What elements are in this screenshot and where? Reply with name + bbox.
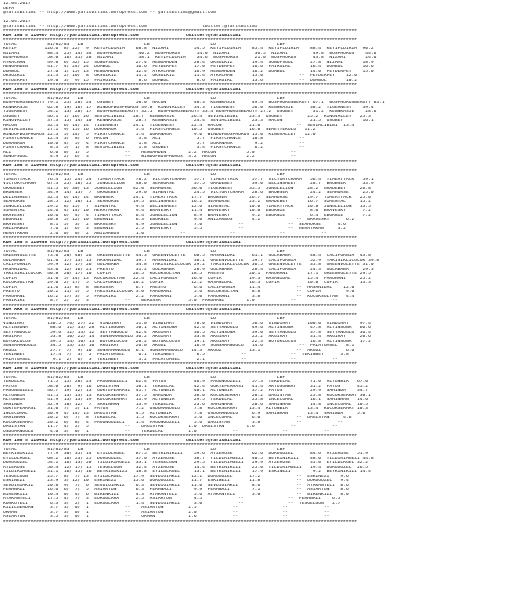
table-row: ESKINEZI 23.9 3/ 12/ 10 ESKINEZI 15.6 DORUGUZEL 11.7 ESKINEZI 11.8 -- DORUGUZEL 9.4 bbox=[3, 479, 349, 483]
table-row: TOTAL 81/82/83 LB LB LD LBF bbox=[3, 447, 286, 452]
table-row: FAHIKIKI 8.7 2/ 2/ 3 -- BERGSSA 5.0 FARUHANI 1.0 -- -- bbox=[3, 299, 338, 303]
table-row: PRESTO 20.2 11/ 5/ 5 YAKISIKLICOCUK 3.0 FARUHANI 5.6 KUCUKSULTAN 8.8 -- COFIA 9.0 bbox=[3, 290, 355, 294]
table-row: SUNSAMANOGLU 34.5 13/ 13/ 10 AKGIRAY 26.0 AKGUZ 16.9 SUNSAMANOGLU 14.6 -- PALATUMSEL 8.1 bbox=[3, 344, 355, 348]
table-row: OKSUZKIZ 21.3 2/ 10/ 8 OKSUZKIZ 11.2 OKSUZKIZ 11.4 AYKACHAN 15.0 -- PEYDERPEY 12.0 bbox=[3, 74, 358, 78]
table-row: AYZEROSE 50.4 12/ 17/ 15 TESGELGUN 32.4 AYZEROSE 14.4 BEYKINIKIZI 25.0 YILDIRIMGEZI 19.4 DORUGUZEL 26.5 bbox=[3, 465, 369, 470]
table-row: KORKUTELI 6.3 3/ 2/ 1 EORGULARA 1.4 SEVDIGIMKIZ 3.0 -- -- TESGELGUN 2.7 bbox=[3, 501, 341, 506]
table-row: KIZILGERDAN 3.7 3/ 0/ 1 -- ASIARTUN 2.5 -- -- -- bbox=[3, 506, 330, 510]
table-row: FARUHANI 16.2 17/ 3/ 5 FAHIKIKI 2.2 FARUHANI 5.0 FARUHANI 3.8 -- KUCUKSULTAN 4.4 bbox=[3, 294, 355, 299]
separator-line: ################################################################################################################################ bbox=[3, 29, 358, 33]
table-row: KENNKASJE 62.8 19/ 16/ 17 WINDOFBOSPHORUS 39.8 KINGVALLEY 34.3 TIGERNEST 56.0 KENNKASJE 38.2 TIGERNEST 39.4 bbox=[3, 105, 374, 110]
header-date: 12.04.2017 bbox=[3, 2, 31, 6]
separator-line: ################################################################################################################################ bbox=[3, 168, 358, 173]
race-title: KUM ING = 110467 http://yarisbilimi.wordpress.com twitter:@YarisBilimi bbox=[3, 33, 241, 38]
table-row: VINDIHAT 130.5 76/ 27/ 22 VINDIHAT 51.0 VINDIHAT 78.0 VINDIHAT 56.6 VINDIHAT 100.0 VINDIHAT 97.4 bbox=[3, 321, 371, 326]
table-row: BRAVESKY 8.1 5/ 3/ 2 BRAVESKY 4.9 JUNGLELION 7.0 -- -- SEAHORSE 4.6 bbox=[3, 222, 346, 227]
table-row: SEVIMLIBIBI 27.1 9/ 15/ 16 DURANAGA 5.4 FIRSTCHANCE 10.5 OSOBEY 16.8 SEMETYEKOLU 11.2 bbox=[3, 128, 316, 132]
race-title: KUM ING = 110450 http://yarisbilimi.wordpress.com twitter:@YarisBilimi bbox=[3, 164, 241, 168]
table-row: TOTAL 81/82/83 LB LB LD LBF bbox=[3, 42, 286, 47]
separator-line: ################################################################################################################################ bbox=[3, 443, 358, 447]
table-row: TEKDELAL 71.5 15/ 28/ 23 PAGONGUZELI 62.4 FATOS 46.9 PAGONGUZELI 57.3 TEKDELAL 71.0 ALTUNBIR 67.0 bbox=[3, 380, 369, 384]
separator-line: ################################################################################################################################ bbox=[3, 38, 358, 42]
table-row: AKGIRAY 53.8 10/ 22/ 14 SUNSAMANOGLU 36.2 AKGIRAY 33.8 AKGIRAY 25.2 AKGIRAY 31.4 AKGIRAY 20.6 bbox=[3, 335, 371, 339]
table-row: PEYDERPEY 19.0 3/ 9/ 15 FAIRGIRL 8.6 DUMBUL 8.6 FAIRGIRL 13.6 -- DUMBUL 10.2 bbox=[3, 78, 358, 83]
race-title: KUM ING = 110458 http://yarisbilimi.wordpress.com twitter:@YarisBilimi bbox=[3, 366, 241, 371]
table-row: DUMBUL 27.6 1/ 15/ 13 HENGAHDEN 12.4 AYKACHAN 16.9 HENGAHDEN 16.2 DUMBUL 14.0 PEYDERPEY 15.0 bbox=[3, 69, 374, 74]
separator-line: ################################################################################################################################ bbox=[3, 519, 358, 524]
separator-line: ################################################################################################################################ bbox=[3, 434, 358, 438]
table-row: TOTAL 81/82/83 LB LB LD LBF bbox=[3, 173, 286, 177]
table-row: BIRENKIZI 10.4 0/ 4/ 6 BIRENKIZI 4.3 ATAKANYELI 5.6 ATAKANYELI 3.0 -- BIRENKIZI 8.0 bbox=[3, 492, 349, 497]
table-row: BROWSER 34.9 14/ 13/ 7 GRADEBEY 29.0 SIMENTAL 24.5 VICTORYCHARM 28.6 BROWSER 24.2 SEAHORSE 25.0 bbox=[3, 191, 374, 195]
table-row: TEKINBEY 17.4 7/ 3/ 5 PALATUMSEL 6.1 TEKINBEY 6.5 -- -- TEKINBEY 3.8 bbox=[3, 353, 349, 357]
table-row: SEVDIGIMKIZ 20.8 9/ 7/ 6 SEVDIGIMKIZ 6.3 SEVDIGIMKIZ 11.0 SEVDIGIMKIZ 8.6 -- ATAKANYELI 8.6 bbox=[3, 483, 349, 488]
table-row: TIMEATTACK 76.4 15/ 24/ 24 TIMEATTACK 78.2 VICTORYCHARM 57.7 TIMEATTACK 57.7 VICTORYCHARM 56.4 TIMEATTACK 59.1 bbox=[3, 177, 374, 182]
separator-line: ################################################################################################################################ bbox=[3, 245, 358, 249]
table-row: HERATAKAN 2.6 0/ 0/ 2 ANIZARBOS 1.0 -- -- -- -- bbox=[3, 231, 327, 236]
table-row: ALI 6.6 0/ 1/ 5 -- HENGAHDEN 2.2 HACON 5.0 -- bbox=[3, 150, 297, 155]
table-row: GOKTEPEARASI 31.0 7/ 5/ 11 FATOS 7.2 OSDUMANOGLU 7.8 KUCUKSERHAT 13.4 ALTUNBIR 13.4 KUCUKSERHAT 10.3 bbox=[3, 407, 369, 411]
table-row: WINDOFBOSPHORUS 22.3 5/ 14/ 5 FIRSTCHANCE 5.4 DURANAGA 9.0 WINDOFBOSPHORUS 15.0 KINGVALLEY 12.0 bbox=[3, 132, 316, 137]
table-row: COFIA 21.6 11/ 8/ 8 BERGSSA 6.7 PRESTO 6.6 CALIFORNIA 11.4 -- HASANIDAL 12.0 bbox=[3, 285, 355, 290]
table-row: YILDIRIMGEZI 31.1 16/ 15/ 16 BEYKINIKIZI 18.8 EYILDLRGEL 13.1 BEYKINIKIZI 17.9 ESKINEZI 9.2 BEYKINIKIZI 14.4 bbox=[3, 470, 371, 474]
race-title: KUM ING = 110458 http://yarisbilimi.wordpress.com twitter:@YarisBilimi bbox=[3, 240, 241, 245]
header-source: @YarisBilimi -- http://www.yarisbilimi.wordpress.com -- yarisbilimi@gmail.com bbox=[3, 11, 216, 15]
table-row: AYKACHAN 49.0 6/ 32/ 15 SONOFSOUL 27.4 HENGAHDEN 28.4 OKSUZKIZ 19.4 SONOFSOUL 27.8 NIZAMI 18.9 bbox=[3, 60, 374, 65]
header2-date: 12.04.2017 bbox=[3, 20, 31, 24]
table-row: SIMENTAL 24.6 4/ 14/ 10 HERATAKAN 9.4 BRAVESKY 11.4 BRAVESKY 10.0 EBURNIE 8.0 BRAVESKY 7.2 bbox=[3, 209, 371, 213]
table-row: FERHNAZI 16.6 6/ 7/ 5 ASIARTUN 6.3 FERHNAZI 9.9 FERHNAZI 7.1 -- ASIARTUN 8.6 bbox=[3, 488, 349, 492]
header2-source: @YarisBilimi -- http://www.yarisbilimi.wordpress.com twitter:@YarisBilimi bbox=[3, 24, 258, 29]
race-blocks bbox=[3, 29, 525, 524]
table-row: BEYKINIKIZI 77.9 30/ 35/ 14 EYILDLRGEL 87.5 BEYKINIKIZI 59.6 AYZEROSE 62.6 DORUGUZEL 84.6 AYZEROSE 51.9 bbox=[3, 452, 369, 456]
table-row: OSOBEY 46.1 1/ 16/ 26 SEVIMLIBIBI 28.7 KENNKASJE 26.4 SEVIMLIBIBI 23.3 OSOBEY 25.2 KINGVALLEY 25.3 bbox=[3, 114, 371, 119]
table-row: SEAHORSE 28.5 12/ 10/ 11 SEAHORSE 19.5 DELINSHEET 16.2 SEAHORSE 23.2 GRADEBEY 16.7 SIMENTAL 15.2 bbox=[3, 200, 371, 204]
table-row: HACON 32.3 6/ 14/ 14 TIGERNEST 24.1 TIGERNEST 22.4 HACON 21.0 -- SEVIMLIBIBI 13.4 bbox=[3, 123, 355, 128]
table-row: DURANAGA 10.6 4/ 5/ 4 FIRSTCHANCE 1.8 ALI 5.7 DURANAGA 9.2 -- bbox=[3, 141, 305, 146]
separator-line: ################################################################################################################################ bbox=[3, 371, 358, 375]
table-row: TIGERNEST 54.2 13/ 20/ 17 BOSPHORUSBEAUTY 32.1 BOSPHORUSBEAUTY 33.4 BOSPHORUSBEAUTY 27.2 OSOBEY 31.2 KENNKASJE 28.6 bbox=[3, 110, 377, 114]
table-row: SONOFSOUL 4.9 2/ 6/ 3 -- WINDOFBOSPHORUS 3.2 HACON 2.2 -- bbox=[3, 155, 297, 159]
separator-line: ################################################################################################################################ bbox=[3, 312, 358, 317]
table-row: COFIA 31.0 5/ 14/ 13 KUCUKSULTAN 22.4 CALIFORNIA 16.0 COFIA 19.3 HASANIDAL 15.4 FARUHANI 25.2 bbox=[3, 276, 371, 281]
table-row: GREENVOLETTE 73.0 20/ 40/ 26 GREENVOLETTE 44.3 GREENVOLETTE 60.5 HASANIDAL 61.1 GULABABA 48.4 CALIFORNIA 43.0 bbox=[3, 254, 371, 258]
table-row: NIZAMI 88.4 25/ 14/ 34 BOSPHORUS 40.2 BOSPHORUS 54.0 NIZAMI 36.5 NIZAMI 49.8 BOSPHORUS 44.6 bbox=[3, 51, 377, 56]
table-row: DELINSHEET 32.3 6/ 14/ 14 BROWSER 24.1 TIMEATTACK 17.7 BROWSER 26.7 SEAHORSE 19.7 TIMEATTACK 25.0 bbox=[3, 195, 371, 200]
table-row: ASIARTUN 3.5 3/ 0/ 1 -- ORMAN 1.6 -- -- -- bbox=[3, 515, 330, 519]
table-row: KUCUKSERHAT 20.2 6/ 8/ 4 PAGONGUZELI 1.4 PAGONGUZELI 5.6 DAGISTAN 3.8 -- -- bbox=[3, 420, 344, 425]
table-row: ALTINSUNA 88.6 11/ 33/ 28 ALTINSUNA 50.1 ALTINSUNA 42.4 SEYYANOGLU 49.6 ALTINSUNA 47.8 ALTINSUNA 66.6 bbox=[3, 326, 371, 330]
table-row: EBURNIE 20.8 5/ 12/ 10 EBURNIE 6.3 EBURNIE 9.0 ANIZARBOS 4.2 -- BRAVESKY 6.2 bbox=[3, 218, 355, 222]
table-row: GULABABA 61.0 17/ 13/ 13 HASANIDAL 39.7 HASANIDAL 38.1 GREENVOLETTE 59.7 CALIFORNIA 52.9 YAKISIKLICOCUK 39.8 bbox=[3, 258, 380, 263]
table-row: TOTAL 81/82/83 LB LB LD LBF bbox=[3, 317, 286, 321]
table-row: BRAVESKY 10.6 6/ 4/ 4 TIMEATTACK 6.4 JUNGLELION 8.9 BRAVESKY 9.2 EBURNIE 6.4 EBURNIE 7.2 bbox=[3, 213, 371, 218]
table-row: KEYIF 126.6 8/ 22/ 9 KEYIFLDIRIM 68.8 NIZAMI 54.5 KEYIFLDIRIM 85.4 KEYIFLDIRIM 88.4 KEYIFLDIRIM 90.2 bbox=[3, 47, 374, 51]
table-row: CALIFORNIA 59.9 12/ 17/ 26 GULABABA 34.8 YAKISIKLICOCUK 29.2 YAKISIKLICOCUK 36.5 GREENVOLETTE 35.8 GREENVOLETTE 31.0 bbox=[3, 263, 374, 267]
table-row: TOTAL 81/82/83 LB LB LD LBF bbox=[3, 249, 286, 254]
separator-line: ################################################################################################################################ bbox=[3, 362, 358, 366]
table-row: DAGISTAN 11.7 4/ 2/ 5 -- DAGISTAN 1.0 DAGISTAN 1.6 -- -- bbox=[3, 425, 338, 429]
table-row: FIRSTCHANCE 8.3 5/ 1/ 8 SEVIMLIBIBI 1.8 OSOBEY 3.4 FIRSTCHANCE 6.2 -- bbox=[3, 146, 305, 150]
table-row: TOTAL 81/82/83 LB LB LD LBF bbox=[3, 375, 286, 380]
separator-line: ################################################################################################################################ bbox=[3, 159, 358, 164]
table-row: SAHINDA 32.9 10/ 12/ 7 SAHINHAN 13.9 TEKDELAL 23.6 SAHINHAN 20.6 SAHINHAN 14.8 INCECUMAL 10.5 bbox=[3, 402, 369, 407]
table-row: JUNGLELION 29.2 8/ 15/ 7 SIMENTAL 9.4 DELINSHEET 12.6 SIMENTAL 10.0 TIMEATTACK 10.8 JUNGLELION 13.5 bbox=[3, 204, 371, 209]
table-row: SAHINHAN 20.2 6/ 7/ 8 TEKDELAL 1.5 KUCUKSERHAT 5.6 INCECUMAL 6.0 -- DAGISTAN 4.6 bbox=[3, 416, 352, 420]
table-row: KUCUKSULTAN 29.0 2/ 17/ 5 CALIFORNIA 20.2 COFIA 12.2 HASANIDAL 16.3 COFIA 10.8 COFIA 13.3 bbox=[3, 281, 371, 285]
separator-line: ################################################################################################################################ bbox=[3, 83, 358, 87]
table-row: INCECUMAL 30.9 4/ 14/ 13 DAGISTAN 4.5 ALTUNBIR 7.8 OSDUMANOGLU 6.9 SAHINHAN 13.4 SAHINDA 5.0 bbox=[3, 411, 366, 416]
table-row: VICTORYCHARM 67.3 25/ 18/ 25 JUNGLELION 48.0 SEAHORSE 37.5 GRADEBEY 39.0 DELINSHEET 28.7 BROWSER 33.9 bbox=[3, 182, 374, 186]
table-row: ORMAN 3.7 3/ 0/ 1 -- ASIARTUN 2.0 -- -- -- bbox=[3, 510, 330, 515]
table-row: OSDUMANOGLU 4.6 3/ 0/ 1 -- TEKDELAL 1.0 -- -- -- bbox=[3, 429, 330, 434]
table-row: GRADEBEY 41.5 6/ 30/ 13 JUNGLELION 42.0 SEAHORSE 36.0 TIGERNEST 35.5 JUNGLELION 28.2 GRADEBEY 26.8 bbox=[3, 186, 371, 191]
table-row: ATAKANYELI 17.5 4/ 7/ 3 EORGULARA 2.5 ASIARTUN 4.5 -- -- FERHNAZI 6.5 bbox=[3, 497, 341, 501]
table-row: BOSPHORUS 58.0 16/ 31/ 28 NIZAMI 38.1 KEYIFLDIRIM 34.6 BOSPHORUS 21.0 BOSPHORUS 43.8 NIZAMI 24.6 bbox=[3, 56, 377, 60]
race-title: KUM ING = 110480 http://yarisbilimi.wordpress.com twitter:@YarisBilimi bbox=[3, 87, 241, 92]
table-row: YAKISIKLICOCUK 40.8 20/ 17/ 10 COFIA 26.5 KUCUKSULTAN 18.5 PRESTO 20.1 FARUHANI 17.1 GREENVOLETTE 29.5 bbox=[3, 272, 371, 276]
table-row: TESGELGUN 25.7 8/ 7/ 13 EYILDLRGEL 17.9 SEVDIGIMKIZ 12.1 DORUGUZEL 17.2 -- ESKINEZI 9.6 bbox=[3, 474, 349, 479]
table-row: FIRSTCHANCE 12.4 3/ 8/ 6 HACON 3.8 ALI 5.7 FIRSTCHANCE 10.8 -- bbox=[3, 137, 305, 141]
table-row: PAGONGUZELI 46.7 19/ 12/ 13 GOKTEPEARASI 41.7 ALTUNBIR 40.1 ALTUNBIR 37.2 FATOS 29.9 SAHINDA 34.7 bbox=[3, 389, 369, 393]
race-title: KUM ARA = 110456 http://yarisbilimi.wordpress.com twitter:@YarisBilimi bbox=[3, 308, 241, 312]
table-row: KINGVALLEY 37.3 15/ 14/ 10 KENNKASJE 28.7 KENNKASJE 24.4 SEVIMLIBIBI 23.3 HACON 21.5 OSOBEY 16.1 bbox=[3, 119, 374, 123]
table-row: BOSPHORUSBEAUTY 79.1 25/ 20/ 24 OSOBEY 50.0 HACON 48.3 KENNKASJE 49.4 BOSPHORUSBEAUTY 67.1 BOSPHORUSBEAUTY 83.1 bbox=[3, 101, 385, 105]
table-row: TOTAL 81/82/83 LB LB LD LBF bbox=[3, 96, 286, 101]
separator-line: ################################################################################################################################ bbox=[3, 92, 358, 96]
table-row: FATOS 58.0 20/ 9/ 16 DAGISTAN 50.1 TEKDELAL 42.4 GOKTEPEARASI 41.4 AKTOSUNBAY 31.2 FATOS 45.2 bbox=[3, 384, 369, 389]
table-row: BOYUKLOCOS 39.5 14/ 10/ 13 BOYUKLOCOS 28.2 BOYUKLOCOS 19.1 AKGIRAY 22.3 BOYUKLOCOS 16.8 ALTINSUNA 17.2 bbox=[3, 339, 371, 344]
table-row: DORUGUZEL 54.1 16/ 13/ 20 YILDIRIMGEZI 33.1 TESGELGUN 29.5 YILDIRIMGEZI 29.9 AYZEROSE 35.0 EYILDLRGEL 32.2 bbox=[3, 461, 369, 465]
table-row: AKGUZ 27.7 7/ 9/ 10 SUNSAMANOGLU 6.1 SUNSAMANOGLU 14.3 AKGUZ 13.1 -- AKGUZ 6.6 bbox=[3, 348, 355, 353]
table-row: PALATUMSEL 9.1 2/ 6/ 3 TEKINBEY 3.2 PALATUMSEL 2.1 -- -- -- bbox=[3, 357, 338, 362]
table-row: EYILDLRGEL 68.2 18/ 23/ 25 DORUGUZEL 37.0 AYZEROSE 38.7 YILDIRIMGEZI 40.5 BEYKINIKIZI 48.0 YILDIRIMGEZI 44.8 bbox=[3, 456, 374, 461]
race-title: KUM ING = 110452 http://yarisbilimi.wordpress.com twitter:@YarisBilimi bbox=[3, 438, 241, 443]
header-league: UEFA bbox=[3, 6, 15, 11]
table-row: ALTUNBIR 41.5 13/ 13/ 13 KUCUKSERHAT 37.5 SAHINDA 38.0 KUCUKSERHAT 28.2 DAGISTAN 25.8 KUCUKSERHAT 30.1 bbox=[3, 393, 371, 398]
table-row: ALTUNBIR 41.9 13/ 13/ 19 KUCUKSERHAT 13.9 ALTUNBIR 29.5 TEKDELAL 25.8 INCECUMAL 16.1 SAHINHAN 14.6 bbox=[3, 398, 369, 402]
table-row: HASANIDAL 43.0 12/ 16/ 21 PRESTO 31.2 GULABABA 28.9 GULABABA 28.4 CALIFORNIA 24.3 GULABABA 29.3 bbox=[3, 267, 374, 272]
separator-line: ################################################################################################################################ bbox=[3, 303, 358, 308]
table-row: ANIZARBOS 7.6 1/ 6/ 3 EBURNIE 2.5 BRAVESKY 5.5 -- -- HERATAKAN 3.2 bbox=[3, 227, 346, 231]
table-row: HENGAHDEN 41.7 4/ 24/ 24 DUMBUL 16.6 PEYDERPEY 17.0 PEYDERPEY 16.6 FAIRGIRL 16.4 DUMBUL 16.6 bbox=[3, 65, 374, 69]
table-row: SEYYANOGLU 59.6 12/ 13/ 12 SEYYANOGLU 42.4 AKGIRAY 36.5 ALTINSUNA 39.0 SEYYANOGLU 37.8 SEYYANOGLU 36.4 bbox=[3, 330, 371, 335]
separator-line: ################################################################################################################################ bbox=[3, 236, 358, 240]
